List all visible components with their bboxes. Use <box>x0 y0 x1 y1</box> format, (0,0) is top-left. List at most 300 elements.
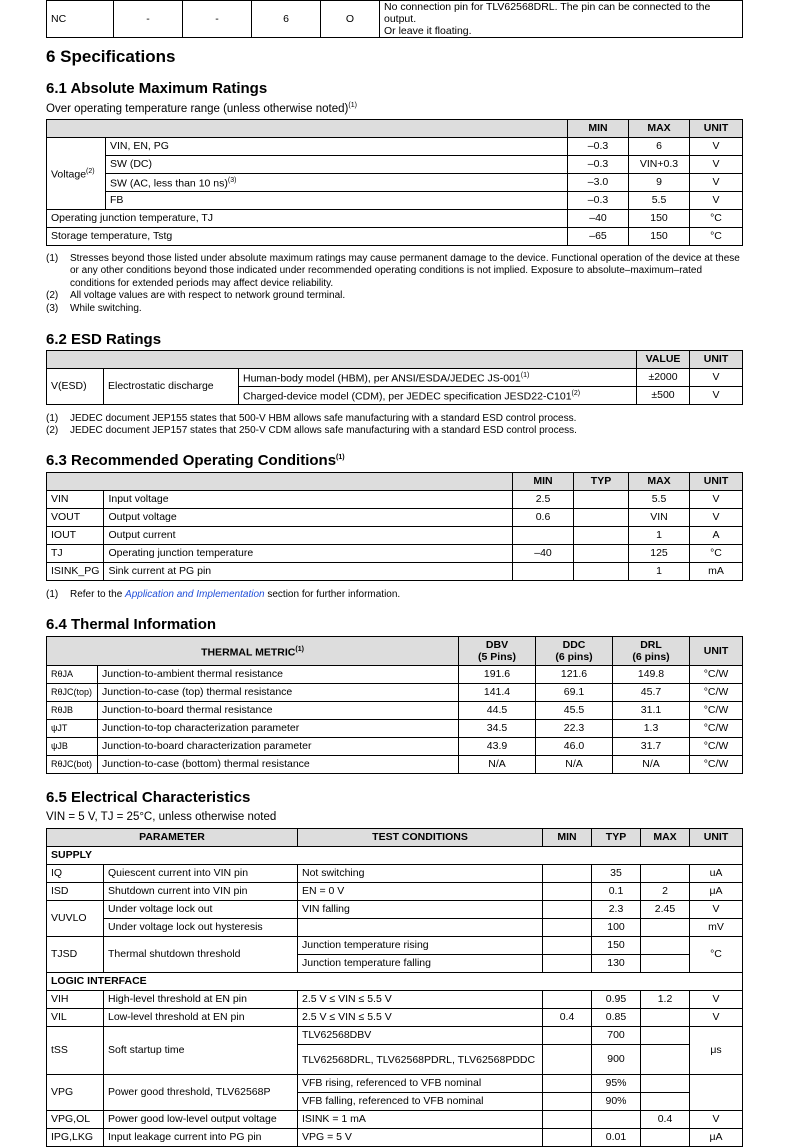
table-header <box>47 120 743 138</box>
roc-max: 1 <box>629 563 690 581</box>
application-link[interactable]: Application and Implementation <box>125 589 265 600</box>
table-row <box>47 666 743 684</box>
esd-sup: (1) <box>520 372 530 380</box>
ec-typ: 0.85 <box>592 1009 641 1027</box>
th-drl: 149.8 <box>613 666 690 684</box>
th-dbv: 34.5 <box>459 720 536 738</box>
row-label: SW (DC) <box>106 156 568 174</box>
th-ddc: 46.0 <box>536 738 613 756</box>
ec-max <box>641 865 690 883</box>
row-max: 5.5 <box>629 192 690 210</box>
col-metric <box>47 637 459 666</box>
ec-unit <box>690 1075 743 1111</box>
table-row <box>47 1009 743 1027</box>
table-row <box>47 491 743 509</box>
voltage-text: Voltage <box>51 168 87 181</box>
row-label <box>106 174 568 192</box>
th-unit: °C/W <box>690 738 743 756</box>
ec-unit: μA <box>690 1129 743 1147</box>
electrical-caption: VIN = 5 V, TJ = 25°C, unless otherwise noted <box>46 811 277 823</box>
th-param: Junction-to-ambient thermal resistance <box>98 666 459 684</box>
th-unit: °C/W <box>690 720 743 738</box>
esd-value: ±500 <box>637 387 690 405</box>
row-min: –0.3 <box>568 192 629 210</box>
row-label: Operating junction temperature, TJ <box>47 210 568 228</box>
pkg-pins: (6 pins) <box>555 651 593 663</box>
ec-param: Quiescent current into VIN pin <box>104 865 298 883</box>
ec-param: Under voltage lock out hysteresis <box>104 919 298 937</box>
table-row <box>47 937 743 955</box>
row-unit: V <box>690 138 743 156</box>
thermal-table <box>46 636 743 774</box>
ec-sym: IQ <box>47 865 104 883</box>
esd-cond-text: Human-body model (HBM), per ANSI/ESDA/JEDEC JS-001 <box>243 372 521 385</box>
th-ddc: 121.6 <box>536 666 613 684</box>
th-dbv: 44.5 <box>459 702 536 720</box>
col-unit: UNIT <box>690 829 743 847</box>
table-row <box>47 1 743 38</box>
table-row <box>47 1075 743 1093</box>
ec-min <box>543 1045 592 1075</box>
footnote-text: All voltage values are with respect to network ground terminal. <box>70 290 346 302</box>
metric-header-text: THERMAL METRIC <box>201 646 296 659</box>
row-min: –40 <box>568 210 629 228</box>
section-title-esd: 6.2 ESD Ratings <box>46 331 162 348</box>
ec-typ: 700 <box>592 1027 641 1045</box>
pin-desc-line2: Or leave it floating. <box>384 25 472 37</box>
roc-param: Operating junction temperature <box>104 545 513 563</box>
ec-param: Low-level threshold at EN pin <box>104 1009 298 1027</box>
pin-ddc: - <box>183 1 252 38</box>
table-header <box>47 829 743 847</box>
ec-param: Soft startup time <box>104 1027 298 1075</box>
roc-sym: ISINK_PG <box>47 563 104 581</box>
esd-notes <box>46 413 746 438</box>
table-header <box>47 351 743 369</box>
table-row <box>47 527 743 545</box>
table-row <box>47 156 743 174</box>
table-row <box>47 720 743 738</box>
ec-min <box>543 955 592 973</box>
roc-max: 1 <box>629 527 690 545</box>
roc-typ <box>574 509 629 527</box>
th-sym: RθJB <box>47 702 98 720</box>
group-logic: LOGIC INTERFACE <box>47 973 743 991</box>
th-sym: ψJT <box>47 720 98 738</box>
table-row <box>47 210 743 228</box>
roc-param: Output current <box>104 527 513 545</box>
table-row <box>47 509 743 527</box>
th-sym: RθJC(top) <box>47 684 98 702</box>
ec-max <box>641 1009 690 1027</box>
roc-max: 5.5 <box>629 491 690 509</box>
esd-param: Electrostatic discharge <box>104 369 239 405</box>
footnote-num: (2) <box>46 425 59 437</box>
ec-sym: IPG,LKG <box>47 1129 104 1147</box>
table-row <box>47 174 743 192</box>
roc-min: –40 <box>513 545 574 563</box>
th-dbv: 191.6 <box>459 666 536 684</box>
th-unit: °C/W <box>690 756 743 774</box>
row-unit: °C <box>690 210 743 228</box>
ec-sym: VPG,OL <box>47 1111 104 1129</box>
ec-typ: 35 <box>592 865 641 883</box>
ec-sym: TJSD <box>47 937 104 973</box>
table-row <box>47 192 743 210</box>
th-drl: N/A <box>613 756 690 774</box>
ec-min <box>543 1129 592 1147</box>
section-title-electrical: 6.5 Electrical Characteristics <box>46 789 251 806</box>
col-dbv <box>459 637 536 666</box>
ec-min <box>543 865 592 883</box>
ec-typ: 0.1 <box>592 883 641 901</box>
group-row <box>47 973 743 991</box>
table-row <box>47 865 743 883</box>
roc-max: 125 <box>629 545 690 563</box>
pin-dbv: - <box>114 1 183 38</box>
ec-cond: 2.5 V ≤ VIN ≤ 5.5 V <box>298 1009 543 1027</box>
row-unit: °C <box>690 228 743 246</box>
ec-min <box>543 991 592 1009</box>
ec-cond: TLV62568DRL, TLV62568PDRL, TLV62568PDDC <box>298 1045 543 1075</box>
th-ddc: N/A <box>536 756 613 774</box>
ec-param: High-level threshold at EN pin <box>104 991 298 1009</box>
ec-unit: mV <box>690 919 743 937</box>
roc-param: Output voltage <box>104 509 513 527</box>
section-title-thermal: 6.4 Thermal Information <box>46 616 217 633</box>
pin-drl: 6 <box>252 1 321 38</box>
footnote-text: JEDEC document JEP157 states that 250-V CDM allows safe manufacturing with a standard ESD control process. <box>70 425 577 437</box>
table-row <box>47 883 743 901</box>
row-max: 6 <box>629 138 690 156</box>
th-sym: RθJA <box>47 666 98 684</box>
footnote-text: Stresses beyond those listed under absolute maximum ratings may cause permanent damage to the device. Functional operation of the device at these or any other conditions beyond those indicated under recommended operating conditions is not implied. Exposure to absolute–maximum–rated conditions for extended periods may affect device reliability. <box>70 253 740 289</box>
table-header <box>47 473 743 491</box>
th-unit: °C/W <box>690 684 743 702</box>
ec-max <box>641 955 690 973</box>
esd-cond <box>239 369 637 387</box>
ec-sym: VPG <box>47 1075 104 1111</box>
ec-typ: 0.01 <box>592 1129 641 1147</box>
ec-max: 1.2 <box>641 991 690 1009</box>
ec-typ: 95% <box>592 1075 641 1093</box>
ec-cond: VFB falling, referenced to VFB nominal <box>298 1093 543 1111</box>
th-drl: 31.1 <box>613 702 690 720</box>
th-dbv: N/A <box>459 756 536 774</box>
col-unit: UNIT <box>690 473 743 491</box>
abs-max-notes <box>46 253 746 315</box>
roc-typ <box>574 563 629 581</box>
row-min: –3.0 <box>568 174 629 192</box>
row-unit: V <box>690 174 743 192</box>
roc-sym: VIN <box>47 491 104 509</box>
col-ddc <box>536 637 613 666</box>
footnote <box>46 413 746 425</box>
roc-typ <box>574 545 629 563</box>
roc-param: Input voltage <box>104 491 513 509</box>
section-title-specifications: 6 Specifications <box>46 47 176 66</box>
table-row <box>47 738 743 756</box>
ec-min <box>543 937 592 955</box>
ec-max: 0.4 <box>641 1111 690 1129</box>
col-unit: UNIT <box>690 120 743 138</box>
ec-typ: 0.95 <box>592 991 641 1009</box>
roc-sym: IOUT <box>47 527 104 545</box>
th-drl: 45.7 <box>613 684 690 702</box>
ec-cond: EN = 0 V <box>298 883 543 901</box>
th-unit: °C/W <box>690 666 743 684</box>
th-ddc: 45.5 <box>536 702 613 720</box>
th-dbv: 43.9 <box>459 738 536 756</box>
table-header <box>47 637 743 666</box>
th-param: Junction-to-board thermal resistance <box>98 702 459 720</box>
ec-cond: ISINK = 1 mA <box>298 1111 543 1129</box>
ec-cond: Junction temperature rising <box>298 937 543 955</box>
ec-sym: VUVLO <box>47 901 104 937</box>
ec-sym: ISD <box>47 883 104 901</box>
abs-max-caption <box>46 102 357 115</box>
ec-min <box>543 1111 592 1129</box>
footnote-num: (1) <box>46 589 59 600</box>
table-row <box>47 702 743 720</box>
ec-max: 2.45 <box>641 901 690 919</box>
ec-max <box>641 937 690 955</box>
ec-typ: 900 <box>592 1045 641 1075</box>
ec-cond <box>298 919 543 937</box>
row-min: –0.3 <box>568 156 629 174</box>
table-row <box>47 228 743 246</box>
roc-min: 2.5 <box>513 491 574 509</box>
ec-min <box>543 883 592 901</box>
roc-typ <box>574 527 629 545</box>
roc-title-text: 6.3 Recommended Operating Conditions <box>46 452 337 469</box>
esd-cond <box>239 387 637 405</box>
roc-unit: V <box>690 491 743 509</box>
roc-typ <box>574 491 629 509</box>
pkg-name: DBV <box>485 639 509 651</box>
ec-typ: 90% <box>592 1093 641 1111</box>
ec-param: Under voltage lock out <box>104 901 298 919</box>
row-min: –0.3 <box>568 138 629 156</box>
ec-max <box>641 1027 690 1045</box>
table-row <box>47 919 743 937</box>
ec-unit: V <box>690 1009 743 1027</box>
roc-unit: mA <box>690 563 743 581</box>
row-max: 150 <box>629 210 690 228</box>
th-drl: 1.3 <box>613 720 690 738</box>
col-unit: UNIT <box>690 637 743 666</box>
row-sup: (3) <box>227 177 237 185</box>
ec-unit: °C <box>690 937 743 973</box>
row-label-text: SW (AC, less than 10 ns) <box>110 177 228 190</box>
th-sym: RθJC(bot) <box>47 756 98 774</box>
roc-min <box>513 563 574 581</box>
row-label: Storage temperature, Tstg <box>47 228 568 246</box>
roc-sym: VOUT <box>47 509 104 527</box>
pkg-pins: (6 pins) <box>632 651 670 663</box>
voltage-sup: (2) <box>86 168 95 176</box>
roc-table <box>46 472 743 581</box>
roc-min: 0.6 <box>513 509 574 527</box>
caption-sup: (1) <box>348 102 357 109</box>
pkg-name: DDC <box>562 639 586 651</box>
ec-min <box>543 1027 592 1045</box>
roc-unit: V <box>690 509 743 527</box>
ec-sym: VIH <box>47 991 104 1009</box>
col-drl <box>613 637 690 666</box>
roc-param: Sink current at PG pin <box>104 563 513 581</box>
th-sym: ψJB <box>47 738 98 756</box>
table-row <box>47 138 743 156</box>
col-unit: UNIT <box>690 351 743 369</box>
ec-typ: 150 <box>592 937 641 955</box>
table-row <box>47 756 743 774</box>
table-row <box>47 1027 743 1045</box>
col-value: VALUE <box>637 351 690 369</box>
col-max: MAX <box>629 120 690 138</box>
ec-max: 2 <box>641 883 690 901</box>
th-ddc: 69.1 <box>536 684 613 702</box>
roc-sym: TJ <box>47 545 104 563</box>
ec-typ: 100 <box>592 919 641 937</box>
pin-type: O <box>321 1 380 38</box>
table-row <box>47 1111 743 1129</box>
ec-unit: μs <box>690 1027 743 1075</box>
ec-cond: Not switching <box>298 865 543 883</box>
footnote <box>46 303 746 315</box>
roc-unit: A <box>690 527 743 545</box>
esd-unit: V <box>690 369 743 387</box>
ec-typ <box>592 1111 641 1129</box>
note-post: section for further information. <box>267 589 401 600</box>
footnote-text: JEDEC document JEP155 states that 500-V HBM allows safe manufacturing with a standard ESD control process. <box>70 413 577 424</box>
col-max: MAX <box>641 829 690 847</box>
footnote-num: (1) <box>46 413 59 424</box>
footnote-num: (2) <box>46 290 59 302</box>
ec-cond: TLV62568DBV <box>298 1027 543 1045</box>
row-label: FB <box>106 192 568 210</box>
th-dbv: 141.4 <box>459 684 536 702</box>
ec-unit: μA <box>690 883 743 901</box>
esd-table <box>46 350 743 405</box>
ec-param: Input leakage current into PG pin <box>104 1129 298 1147</box>
pin-name: NC <box>47 1 114 38</box>
footnote <box>46 253 746 290</box>
metric-sup: (1) <box>295 645 304 653</box>
note-pre: Refer to the <box>70 589 123 600</box>
ec-param: Thermal shutdown threshold <box>104 937 298 973</box>
pkg-pins: (5 Pins) <box>478 651 516 663</box>
footnote <box>46 290 746 302</box>
voltage-label <box>47 138 106 210</box>
th-ddc: 22.3 <box>536 720 613 738</box>
footnote-num: (1) <box>46 253 59 264</box>
group-supply: SUPPLY <box>47 847 743 865</box>
th-param: Junction-to-top characterization parameter <box>98 720 459 738</box>
ec-unit: V <box>690 901 743 919</box>
row-unit: V <box>690 192 743 210</box>
table-row <box>47 545 743 563</box>
ec-sym: tSS <box>47 1027 104 1075</box>
th-param: Junction-to-case (top) thermal resistance <box>98 684 459 702</box>
ec-min <box>543 1093 592 1111</box>
roc-min <box>513 527 574 545</box>
footnote <box>46 425 746 437</box>
esd-unit: V <box>690 387 743 405</box>
roc-max: VIN <box>629 509 690 527</box>
ec-typ: 130 <box>592 955 641 973</box>
ec-cond: VFB rising, referenced to VFB nominal <box>298 1075 543 1093</box>
ec-unit: uA <box>690 865 743 883</box>
table-row <box>47 901 743 919</box>
esd-value: ±2000 <box>637 369 690 387</box>
ec-max <box>641 1075 690 1093</box>
col-parameter: PARAMETER <box>47 829 298 847</box>
ec-cond: 2.5 V ≤ VIN ≤ 5.5 V <box>298 991 543 1009</box>
pin-table-fragment <box>46 0 743 38</box>
th-param: Junction-to-board characterization parameter <box>98 738 459 756</box>
ec-sym: VIL <box>47 1009 104 1027</box>
footnote-text <box>70 589 400 601</box>
th-drl: 31.7 <box>613 738 690 756</box>
group-row <box>47 847 743 865</box>
ec-max <box>641 1129 690 1147</box>
pin-description <box>380 1 743 38</box>
ec-cond: VPG = 5 V <box>298 1129 543 1147</box>
row-label: VIN, EN, PG <box>106 138 568 156</box>
col-max: MAX <box>629 473 690 491</box>
esd-symbol: V(ESD) <box>47 369 104 405</box>
ec-param: Power good low-level output voltage <box>104 1111 298 1129</box>
roc-title-sup: (1) <box>336 454 345 461</box>
table-row <box>47 684 743 702</box>
ec-unit: V <box>690 991 743 1009</box>
table-row <box>47 369 743 387</box>
row-max: 150 <box>629 228 690 246</box>
ec-min <box>543 1075 592 1093</box>
table-row <box>47 563 743 581</box>
ec-cond: VIN falling <box>298 901 543 919</box>
roc-unit: °C <box>690 545 743 563</box>
ec-param: Shutdown current into VIN pin <box>104 883 298 901</box>
col-typ: TYP <box>574 473 629 491</box>
table-row <box>47 1129 743 1147</box>
section-title-roc <box>46 452 345 469</box>
th-unit: °C/W <box>690 702 743 720</box>
row-min: –65 <box>568 228 629 246</box>
pin-desc-line1: No connection pin for TLV62568DRL. The pin can be connected to the output. <box>384 1 711 25</box>
ec-min <box>543 919 592 937</box>
ec-max <box>641 1093 690 1111</box>
ec-min <box>543 901 592 919</box>
row-max: 9 <box>629 174 690 192</box>
ec-min: 0.4 <box>543 1009 592 1027</box>
esd-cond-text: Charged-device model (CDM), per JEDEC specification JESD22-C101 <box>243 390 572 403</box>
roc-notes <box>46 589 746 601</box>
section-title-abs-max: 6.1 Absolute Maximum Ratings <box>46 80 268 97</box>
abs-max-table <box>46 119 743 246</box>
row-unit: V <box>690 156 743 174</box>
col-min: MIN <box>543 829 592 847</box>
ec-param: Power good threshold, TLV62568P <box>104 1075 298 1111</box>
col-min: MIN <box>568 120 629 138</box>
footnote <box>46 589 746 601</box>
ec-cond: Junction temperature falling <box>298 955 543 973</box>
ec-max <box>641 919 690 937</box>
row-max: VIN+0.3 <box>629 156 690 174</box>
caption-text: Over operating temperature range (unless otherwise noted) <box>46 102 349 115</box>
ec-max <box>641 1045 690 1075</box>
